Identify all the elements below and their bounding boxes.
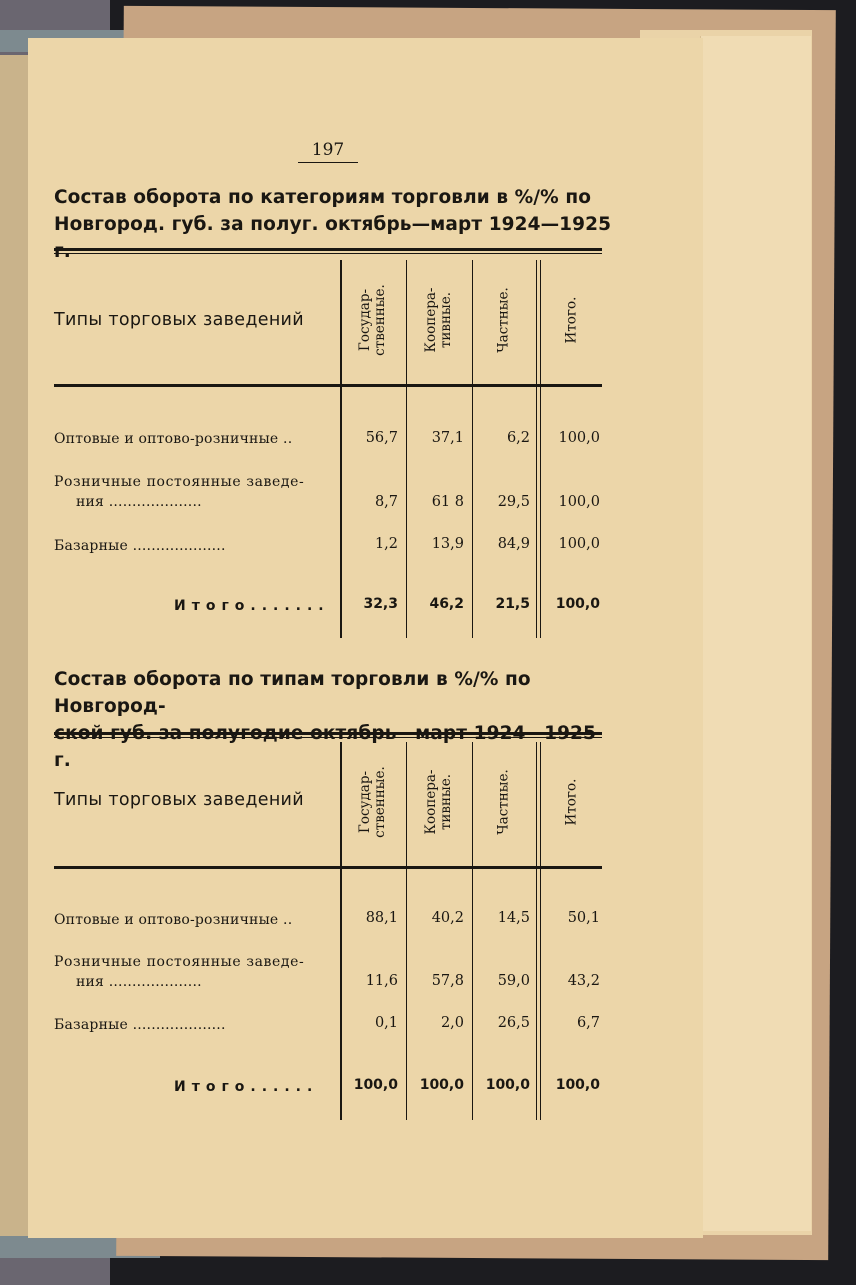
table2-col-state [341, 742, 405, 862]
facing-page-edge [0, 55, 30, 1255]
table2 [54, 732, 602, 1120]
table1-col-coop [407, 260, 471, 380]
table2-row3-private: 26,5 [497, 1015, 530, 1031]
table2-row1-private: 14,5 [497, 910, 530, 926]
table1-total-private: 21,5 [495, 596, 530, 612]
table2-total-total: 100,0 [555, 1077, 600, 1093]
table2-col-coop-label: Коопера- тивные. [423, 769, 454, 835]
table2-title-line1: Состав оборота по типам торговли в %/% по Новгород- [54, 669, 531, 717]
table2-row2-state: 11,6 [365, 973, 398, 989]
table2-total-coop: 100,0 [419, 1077, 464, 1093]
page-stack-edge-inner [700, 36, 811, 1231]
table2-col-total [540, 742, 604, 862]
table2-total-private: 100,0 [485, 1077, 530, 1093]
table1-row2-state: 8,7 [374, 494, 398, 510]
table1-row1-label: Оптовые и оптово-розничные .. [54, 431, 293, 447]
table1-row3-label: Базарные .................... [54, 538, 226, 554]
table1-col-state [341, 260, 405, 380]
table2-col-total-label: Итого. [563, 778, 580, 826]
table1-row3-coop: 13,9 [431, 536, 464, 552]
table2-row3-total: 6,7 [576, 1015, 600, 1031]
table2-title-line2: ской губ. за полугодие октябрь—март 1924—1925 г. [54, 723, 597, 771]
table1-col-private [472, 260, 536, 380]
table1-title-line1: Состав оборота по категориям торговли в %/% по [54, 187, 592, 208]
table1-row2-coop: 61 8 [431, 494, 464, 510]
table1-row1-total: 100,0 [558, 430, 600, 446]
table2-header-rule [54, 866, 602, 869]
table1-total-total: 100,0 [555, 596, 600, 612]
table1-row2-private: 29,5 [497, 494, 530, 510]
table1-col-total [540, 260, 604, 380]
table1 [54, 248, 602, 638]
table2-col-state-label: Государ- ственные. [357, 766, 388, 838]
table1-row1-private: 6,2 [506, 430, 530, 446]
table2-row3-label: Базарные .................... [54, 1017, 226, 1033]
table2-row2-label: Розничные постоянные заведе- ния .................... [54, 954, 305, 990]
table2-col-private-label: Частные. [495, 769, 512, 835]
table2-col-coop [407, 742, 471, 862]
table2-row1-total: 50,1 [567, 910, 600, 926]
table1-col-total-label: Итого. [563, 296, 580, 344]
table1-col-private-label: Частные. [495, 287, 512, 353]
table2-row3-state: 0,1 [374, 1015, 398, 1031]
table2-total-state: 100,0 [353, 1077, 398, 1093]
table1-stub-header: Типы торговых заведений [54, 310, 304, 330]
table2-row1-label: Оптовые и оптово-розничные .. [54, 912, 293, 928]
table2-row2-private: 59,0 [497, 973, 530, 989]
table1-col-state-label: Государ- ственные. [357, 284, 388, 356]
table2-row1-coop: 40,2 [431, 910, 464, 926]
table2-stub-header: Типы торговых заведений [54, 790, 304, 810]
table1-row3-private: 84,9 [497, 536, 530, 552]
table1-top-rule [54, 248, 602, 254]
table1-row3-state: 1,2 [374, 536, 398, 552]
table2-row2-coop: 57,8 [431, 973, 464, 989]
table1-title-line2: Новгород. губ. за полуг. октябрь—март 1924—1925 г. [54, 214, 612, 262]
table1-total-state: 32,3 [363, 596, 398, 612]
table1-row1-state: 56,7 [365, 430, 398, 446]
table1-col-coop-label: Коопера- тивные. [423, 287, 454, 353]
table2-col-private [472, 742, 536, 862]
table2-row3-coop: 2,0 [440, 1015, 464, 1031]
table2-row2-total: 43,2 [567, 973, 600, 989]
table1-row3-total: 100,0 [558, 536, 600, 552]
table1-row2-label: Розничные постоянные заведе- ния .................... [54, 474, 305, 510]
table1-total-label: Итого....... [174, 598, 330, 614]
table1-row1-coop: 37,1 [431, 430, 464, 446]
table2-total-label: Итого...... [174, 1079, 319, 1095]
table2-top-rule [54, 732, 602, 738]
table1-header-rule [54, 384, 602, 387]
page-number: 197 [298, 140, 358, 163]
table1-total-coop: 46,2 [429, 596, 464, 612]
table1-row2-total: 100,0 [558, 494, 600, 510]
table2-row1-state: 88,1 [365, 910, 398, 926]
